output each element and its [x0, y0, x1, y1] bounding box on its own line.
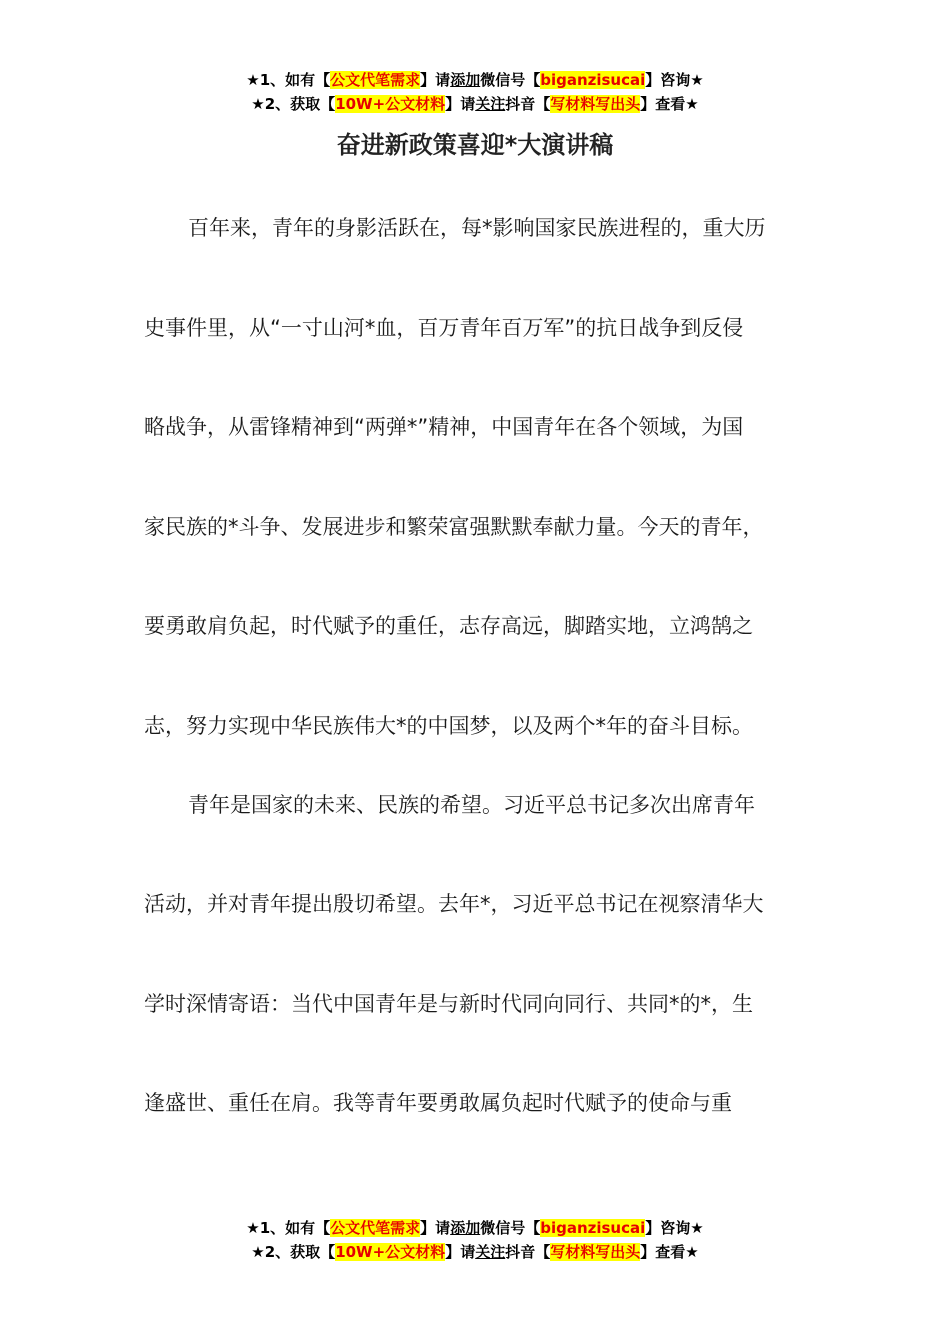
paragraph-line: 百年来，青年的身影活跃在，每*影响国家民族进程的，重大历 — [188, 216, 766, 240]
paragraph-line: 学时深情寄语：当代中国青年是与新时代同向同行、共同*的*，生 — [144, 992, 753, 1016]
banner-text: 】咨询★ — [645, 71, 704, 89]
highlight-service: 公文代笔需求 — [330, 1219, 421, 1237]
paragraph-line: 略战争，从雷锋精神到“两弹*”精神，中国青年在各个领域，为国 — [144, 415, 744, 439]
banner-text: 微信号【 — [480, 71, 541, 89]
paragraph-line: 志，努力实现中华民族伟大*的中国梦，以及两个*年的奋斗目标。 — [144, 714, 753, 738]
banner-line-2 — [0, 1240, 950, 1264]
banner-line-2 — [0, 92, 950, 116]
banner-text: 抖音【 — [505, 1243, 551, 1261]
banner-text: ★1、如有【 — [246, 71, 331, 89]
header-banner — [0, 68, 950, 116]
highlight-wechat-id: biganzisucai — [540, 1219, 646, 1237]
underlined-text: 添加 — [450, 71, 481, 89]
highlight-materials: 10W+公文材料 — [335, 95, 446, 113]
document-title: 奋进新政策喜迎*大演讲稿 — [336, 131, 614, 159]
paragraph-line: 家民族的*斗争、发展进步和繁荣富强默默奉献力量。今天的青年， — [144, 515, 764, 539]
highlight-douyin-account: 写材料写出头 — [550, 1243, 641, 1261]
banner-text: 】查看★ — [640, 95, 699, 113]
footer-banner — [0, 1216, 950, 1264]
banner-text: 】咨询★ — [645, 1219, 704, 1237]
highlight-service: 公文代笔需求 — [330, 71, 421, 89]
banner-text: 】请 — [420, 71, 451, 89]
banner-line-1 — [0, 1216, 950, 1240]
paragraph-line: 逢盛世、重任在肩。我等青年要勇敢属负起时代赋予的使命与重 — [144, 1091, 732, 1115]
underlined-text: 关注 — [475, 1243, 506, 1261]
banner-text: 】请 — [445, 95, 476, 113]
underlined-text: 添加 — [450, 1219, 481, 1237]
banner-text: ★1、如有【 — [246, 1219, 331, 1237]
banner-text: 微信号【 — [480, 1219, 541, 1237]
paragraph-line: 青年是国家的未来、民族的希望。习近平总书记多次出席青年 — [188, 793, 755, 817]
banner-text: 】查看★ — [640, 1243, 699, 1261]
highlight-wechat-id: biganzisucai — [540, 71, 646, 89]
banner-text: 】请 — [445, 1243, 476, 1261]
banner-line-1 — [0, 68, 950, 92]
banner-text: 抖音【 — [505, 95, 551, 113]
paragraph-line: 史事件里，从“一寸山河*血，百万青年百万军”的抗日战争到反侵 — [144, 316, 744, 340]
banner-text: 】请 — [420, 1219, 451, 1237]
paragraph-line: 活动，并对青年提出殷切希望。去年*，习近平总书记在视察清华大 — [144, 892, 764, 916]
highlight-materials: 10W+公文材料 — [335, 1243, 446, 1261]
paragraph-line: 要勇敢肩负起，时代赋予的重任，志存高远，脚踏实地，立鸿鹄之 — [144, 614, 753, 638]
banner-text: ★2、获取【 — [251, 1243, 336, 1261]
underlined-text: 关注 — [475, 95, 506, 113]
banner-text: ★2、获取【 — [251, 95, 336, 113]
highlight-douyin-account: 写材料写出头 — [550, 95, 641, 113]
